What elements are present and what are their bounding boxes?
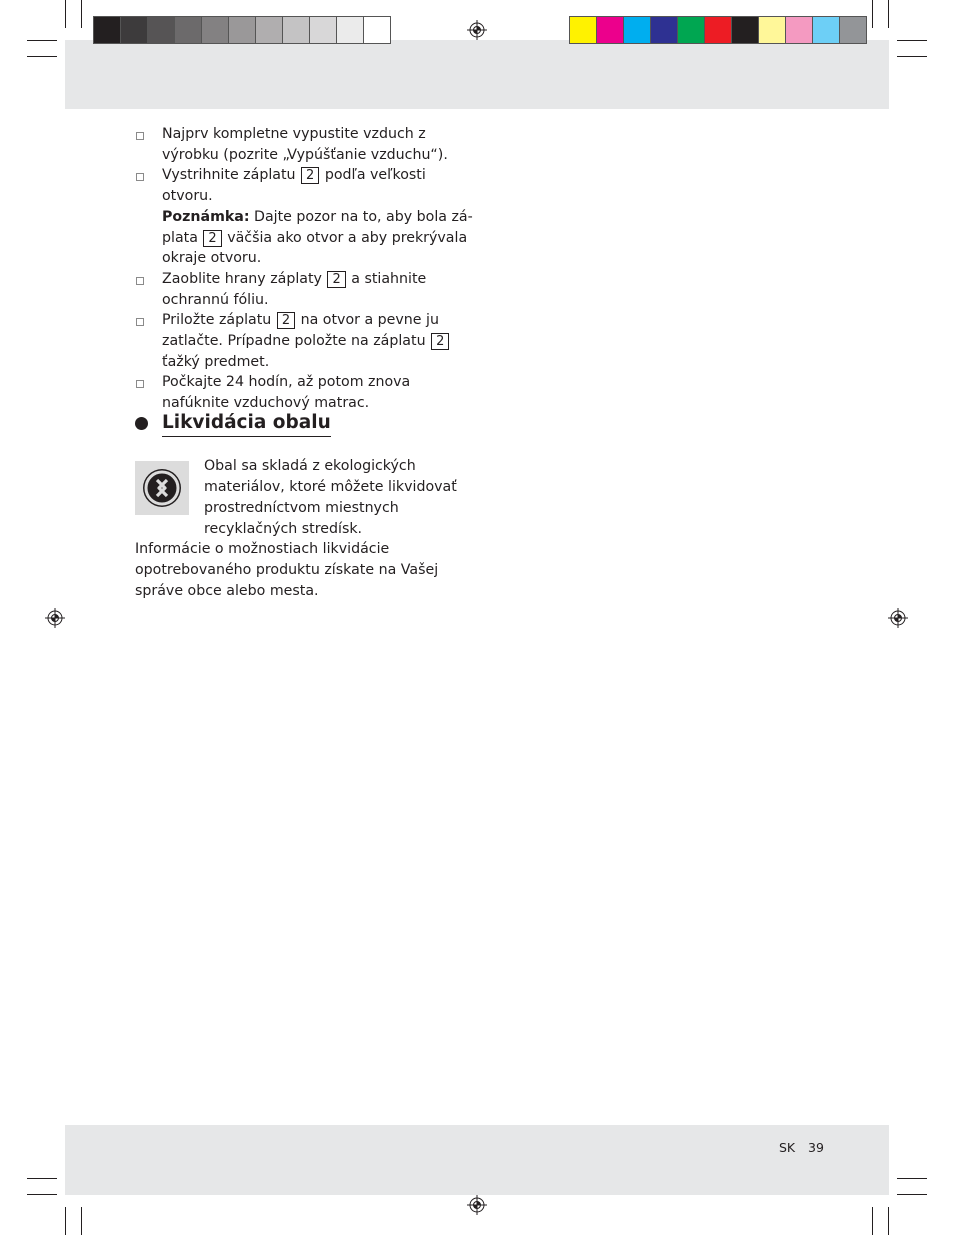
gray-swatch bbox=[363, 16, 391, 44]
crop-mark bbox=[27, 1178, 57, 1179]
checkbox-bullet-icon bbox=[136, 132, 144, 140]
crop-mark bbox=[27, 1194, 57, 1195]
part-reference: 2 bbox=[431, 333, 449, 350]
crop-mark bbox=[888, 1207, 889, 1235]
color-swatch bbox=[623, 16, 651, 44]
instruction-text: väčšia ako otvor a aby prekrývala okraje otvoru. bbox=[162, 229, 468, 267]
footer-band bbox=[65, 1125, 889, 1195]
registration-mark-icon bbox=[45, 608, 65, 628]
registration-mark-icon bbox=[888, 608, 908, 628]
instruction-list bbox=[135, 124, 475, 414]
gray-swatch bbox=[228, 16, 256, 44]
repair-instructions bbox=[135, 124, 475, 414]
crop-mark bbox=[888, 0, 889, 28]
instruction-text: ťažký predmet. bbox=[162, 353, 270, 370]
color-swatch bbox=[731, 16, 759, 44]
crop-mark bbox=[872, 0, 873, 28]
instruction-item bbox=[135, 269, 475, 310]
registration-mark-icon bbox=[467, 1195, 487, 1215]
checkbox-bullet-icon bbox=[136, 277, 144, 285]
bullet-dot-icon bbox=[135, 417, 148, 430]
green-dot-recycling-icon bbox=[135, 461, 189, 515]
language-code: SK bbox=[779, 1140, 796, 1155]
crop-mark bbox=[897, 1194, 927, 1195]
part-reference: 2 bbox=[327, 271, 345, 288]
checkbox-bullet-icon bbox=[136, 318, 144, 326]
instruction-text: Dajte pozor na to, aby bola zá-plata bbox=[162, 208, 473, 246]
product-disposal-info: Informácie o možnostiach likvidácie opotrebovaného produktu získate na Vašej správe obce alebo mesta. bbox=[135, 541, 439, 599]
page-number: 39 bbox=[808, 1140, 824, 1155]
instruction-item bbox=[135, 165, 475, 269]
packaging-disposal-text: Obal sa skladá z ekologických materiálov, ktoré môžete likvidovať prostredníctvom miestnych recyklačných stredísk. bbox=[204, 458, 457, 537]
crop-mark bbox=[81, 1207, 82, 1235]
color-swatch bbox=[839, 16, 867, 44]
grayscale-color-bar bbox=[93, 16, 390, 44]
color-swatch bbox=[812, 16, 840, 44]
color-swatch bbox=[758, 16, 786, 44]
part-reference: 2 bbox=[277, 312, 295, 329]
crop-mark bbox=[897, 40, 927, 41]
crop-mark bbox=[897, 1178, 927, 1179]
gray-swatch bbox=[147, 16, 175, 44]
gray-swatch bbox=[255, 16, 283, 44]
process-color-bar bbox=[569, 16, 866, 44]
header-band bbox=[65, 40, 889, 109]
color-swatch bbox=[569, 16, 597, 44]
crop-mark bbox=[897, 56, 927, 57]
crop-mark bbox=[27, 40, 57, 41]
note-label: Poznámka: bbox=[162, 208, 250, 225]
crop-mark bbox=[872, 1207, 873, 1235]
crop-mark bbox=[27, 56, 57, 57]
registration-mark-icon bbox=[467, 20, 487, 40]
gray-swatch bbox=[282, 16, 310, 44]
checkbox-bullet-icon bbox=[136, 173, 144, 181]
instruction-text: Počkajte 24 hodín, až potom znova nafúknite vzduchový matrac. bbox=[162, 374, 411, 412]
instruction-text: a stiahnite ochrannú fóliu. bbox=[162, 270, 427, 308]
gray-swatch bbox=[336, 16, 364, 44]
instruction-text: Zaoblite hrany záplaty bbox=[162, 270, 327, 287]
instruction-text: Priložte záplatu bbox=[162, 312, 276, 329]
instruction-item bbox=[135, 372, 475, 413]
section-title: Likvidácia obalu bbox=[162, 410, 331, 437]
color-swatch bbox=[650, 16, 678, 44]
gray-swatch bbox=[120, 16, 148, 44]
instruction-text: Najprv kompletne vypustite vzduch z výrobku (pozrite „Vypúšťanie vzduchu“). bbox=[162, 126, 448, 163]
color-swatch bbox=[785, 16, 813, 44]
instruction-text: Vystrihnite záplatu bbox=[162, 167, 301, 184]
checkbox-bullet-icon bbox=[136, 380, 144, 388]
gray-swatch bbox=[174, 16, 202, 44]
color-swatch bbox=[677, 16, 705, 44]
color-swatch bbox=[596, 16, 624, 44]
gray-swatch bbox=[201, 16, 229, 44]
crop-mark bbox=[65, 1207, 66, 1235]
crop-mark bbox=[81, 0, 82, 28]
part-reference: 2 bbox=[301, 167, 319, 184]
crop-mark bbox=[65, 0, 66, 28]
instruction-text: na otvor a pevne ju zatlačte. Prípadne položte na záplatu bbox=[162, 312, 439, 350]
gray-swatch bbox=[309, 16, 337, 44]
part-reference: 2 bbox=[203, 230, 221, 247]
instruction-item bbox=[135, 310, 475, 372]
gray-swatch bbox=[93, 16, 121, 44]
instruction-text: podľa veľkosti otvoru. bbox=[162, 167, 426, 205]
instruction-item bbox=[135, 124, 475, 165]
color-swatch bbox=[704, 16, 732, 44]
